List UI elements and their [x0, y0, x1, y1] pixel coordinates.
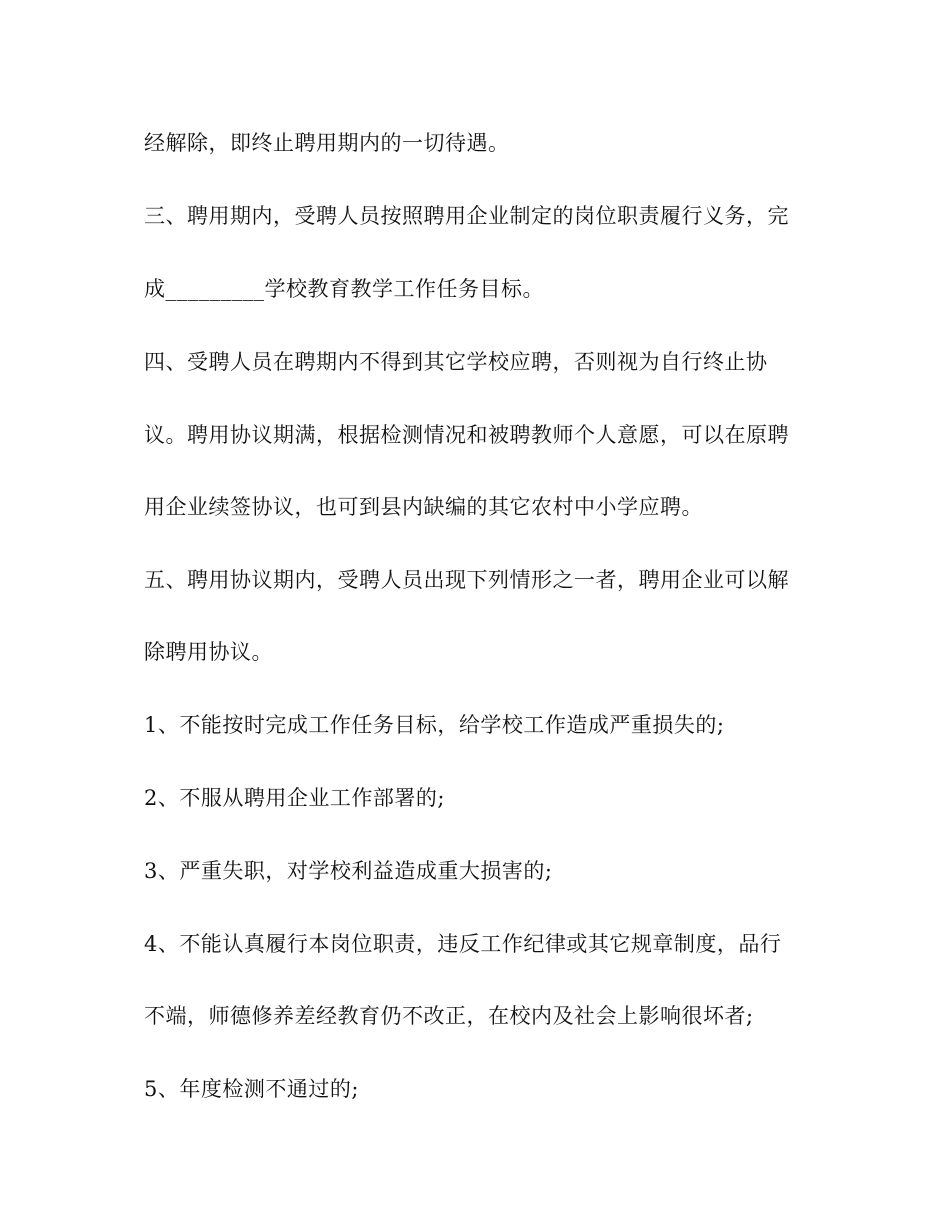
text-line-13: 不端，师德修养差经教育仍不改正，在校内及社会上影响很坏者; [144, 1004, 754, 1028]
text-line-11: 3、严重失职，对学校利益造成重大损害的; [144, 859, 553, 883]
text-line-5: 议。聘用协议期满，根据检测情况和被聘教师个人意愿，可以在原聘 [144, 423, 789, 447]
text-line-14: 5、年度检测不通过的; [144, 1077, 359, 1101]
text-line-10: 2、不服从聘用企业工作部署的; [144, 786, 445, 810]
text-line-7: 五、聘用协议期内，受聘人员出现下列情形之一者，聘用企业可以解 [144, 568, 789, 592]
text-line-6: 用企业续签协议，也可到县内缺编的其它农村中小学应聘。 [144, 495, 703, 519]
text-line-8: 除聘用协议。 [144, 640, 273, 664]
text-line-9: 1、不能按时完成工作任务目标，给学校工作造成严重损失的; [144, 713, 725, 737]
text-line-4: 四、受聘人员在聘期内不得到其它学校应聘，否则视为自行终止协 [144, 350, 768, 374]
text-line-12: 4、不能认真履行本岗位职责，违反工作纪律或其它规章制度，品行 [144, 932, 782, 956]
text-line-1: 经解除，即终止聘用期内的一切待遇。 [144, 131, 510, 155]
text-line-2: 三、聘用期内，受聘人员按照聘用企业制定的岗位职责履行义务，完 [144, 204, 789, 228]
text-line-3: 成_________学校教育教学工作任务目标。 [144, 277, 544, 301]
